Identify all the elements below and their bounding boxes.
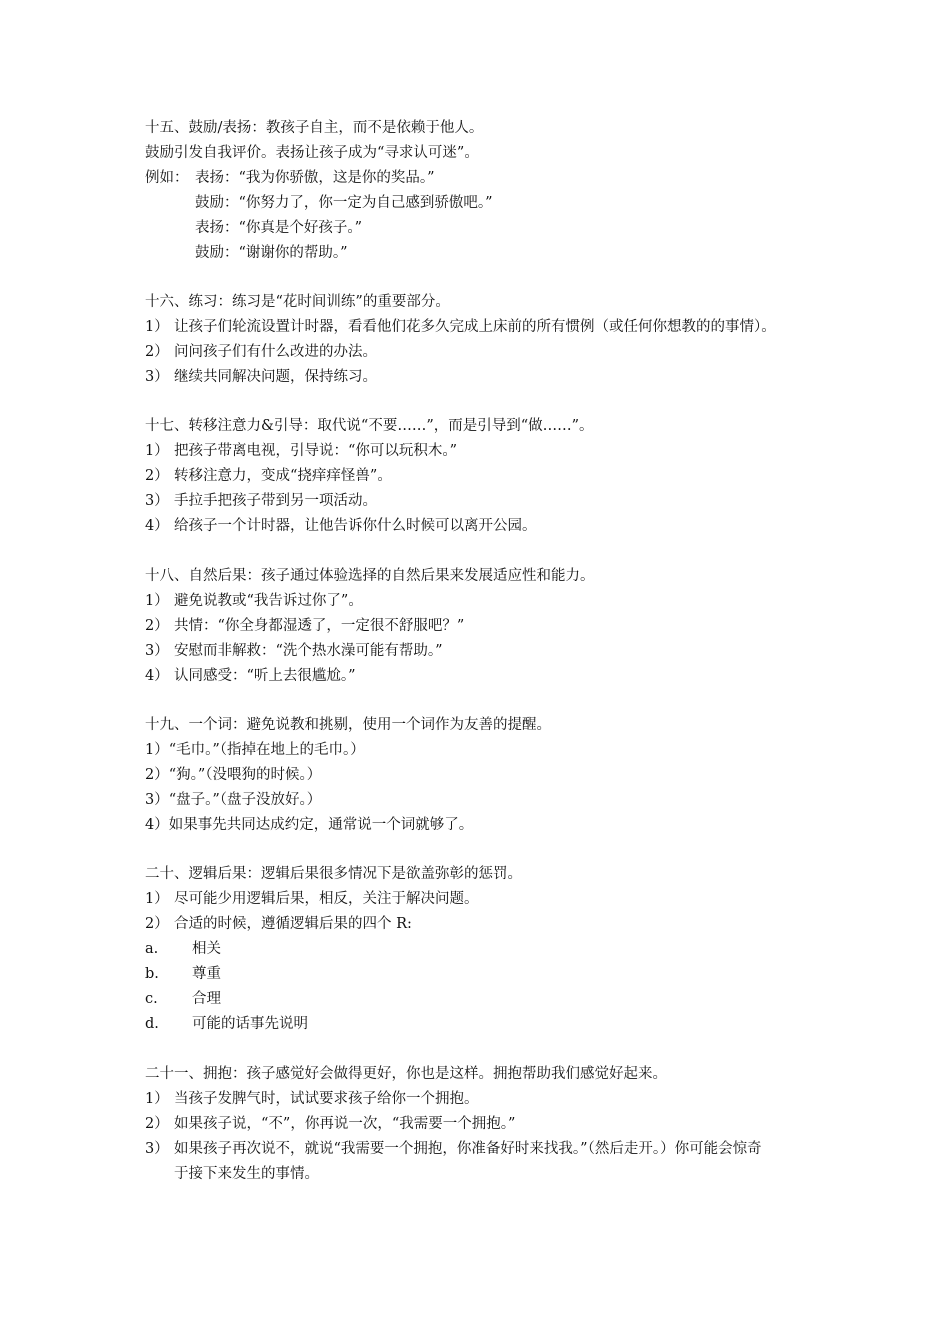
list-item: 避免说教或“我告诉过你了”。 (174, 593, 363, 609)
list-number: 2） (145, 1116, 169, 1132)
list-item: 2）“狗。”（没喂狗的时候。） (145, 767, 322, 783)
list-item: 尽可能少用逻辑后果，相反，关注于解决问题。 (174, 891, 479, 907)
list-number: 2） (145, 344, 169, 360)
section-21-heading: 二十一、拥抱：孩子感觉好会做得更好，你也是这样。拥抱帮助我们感觉好起来。 (145, 1066, 667, 1082)
list-number: 1） (145, 593, 169, 609)
section-17-heading: 十七、转移注意力&引导：取代说“不要……”，而是引导到“做……”。 (145, 418, 594, 434)
example-praise-1: 表扬：“我为你骄傲，这是你的奖品。” (195, 170, 435, 186)
list-number: 1） (145, 1091, 169, 1107)
list-item: 把孩子带离电视，引导说：“你可以玩积木。” (174, 443, 458, 459)
list-number: 3） (145, 493, 169, 509)
example-encourage-2: 鼓励：“谢谢你的帮助。” (195, 245, 348, 261)
list-item: 合适的时候，遵循逻辑后果的四个 R: (174, 916, 412, 932)
list-number: 1） (145, 443, 169, 459)
example-praise-2: 表扬：“你真是个好孩子。” (195, 220, 363, 236)
list-item: 继续共同解决问题，保持练习。 (174, 369, 377, 385)
list-item: 手拉手把孩子带到另一项活动。 (174, 493, 377, 509)
list-item: 问问孩子们有什么改进的办法。 (174, 344, 377, 360)
list-number: 4） (145, 518, 169, 534)
list-number: 2） (145, 468, 169, 484)
sub-list-letter: a. (145, 941, 159, 957)
section-19-heading: 十九、一个词：避免说教和挑剔，使用一个词作为友善的提醒。 (145, 717, 551, 733)
list-item: 1）“毛巾。”（指掉在地上的毛巾。） (145, 742, 365, 758)
list-number: 2） (145, 916, 169, 932)
list-item: 3）“盘子。”（盘子没放好。） (145, 792, 322, 808)
sub-list-item: 尊重 (192, 966, 221, 982)
sub-list-letter: c. (145, 991, 158, 1007)
section-15-text: 鼓励引发自我评价。表扬让孩子成为“寻求认可迷”。 (145, 145, 479, 161)
list-number: 1） (145, 891, 169, 907)
list-number: 3） (145, 369, 169, 385)
sub-list-item: 相关 (192, 941, 221, 957)
list-number: 2） (145, 618, 169, 634)
list-item: 认同感受：“听上去很尴尬。” (174, 668, 356, 684)
list-item: 给孩子一个计时器，让他告诉你什么时候可以离开公园。 (174, 518, 537, 534)
list-number: 4） (145, 668, 169, 684)
section-18-heading: 十八、自然后果：孩子通过体验选择的自然后果来发展适应性和能力。 (145, 568, 595, 584)
list-item: 安慰而非解救：“洗个热水澡可能有帮助。” (174, 643, 443, 659)
section-20-heading: 二十、逻辑后果：逻辑后果很多情况下是欲盖弥彰的惩罚。 (145, 866, 522, 882)
section-15-heading: 十五、鼓励/表扬：教孩子自主，而不是依赖于他人。 (145, 120, 484, 136)
sub-list-letter: b. (145, 966, 159, 982)
list-number: 3） (145, 1141, 169, 1157)
list-item: 如果孩子再次说不，就说“我需要一个拥抱，你准备好时来找我。”（然后走开。）你可能会惊奇 (174, 1141, 762, 1157)
sub-list-item: 可能的话事先说明 (192, 1016, 308, 1032)
list-item: 当孩子发脾气时，试试要求孩子给你一个拥抱。 (174, 1091, 479, 1107)
list-number: 3） (145, 643, 169, 659)
list-item: 4）如果事先共同达成约定，通常说一个词就够了。 (145, 817, 474, 833)
sub-list-letter: d. (145, 1016, 159, 1032)
list-number: 1） (145, 319, 169, 335)
list-item: 如果孩子说，“不”，你再说一次，“我需要一个拥抱。” (174, 1116, 516, 1132)
example-encourage-1: 鼓励：“你努力了，你一定为自己感到骄傲吧。” (195, 195, 493, 211)
section-16-heading: 十六、练习：练习是“花时间训练”的重要部分。 (145, 294, 450, 310)
list-item: 让孩子们轮流设置计时器，看看他们花多久完成上床前的所有惯例（或任何你想教的的事情）。 (174, 319, 776, 335)
list-item-continuation: 于接下来发生的事情。 (174, 1166, 319, 1182)
list-item: 转移注意力，变成“挠痒痒怪兽”。 (174, 468, 392, 484)
example-label: 例如： (145, 170, 189, 186)
list-item: 共情：“你全身都湿透了，一定很不舒服吧？” (174, 618, 465, 634)
sub-list-item: 合理 (192, 991, 221, 1007)
